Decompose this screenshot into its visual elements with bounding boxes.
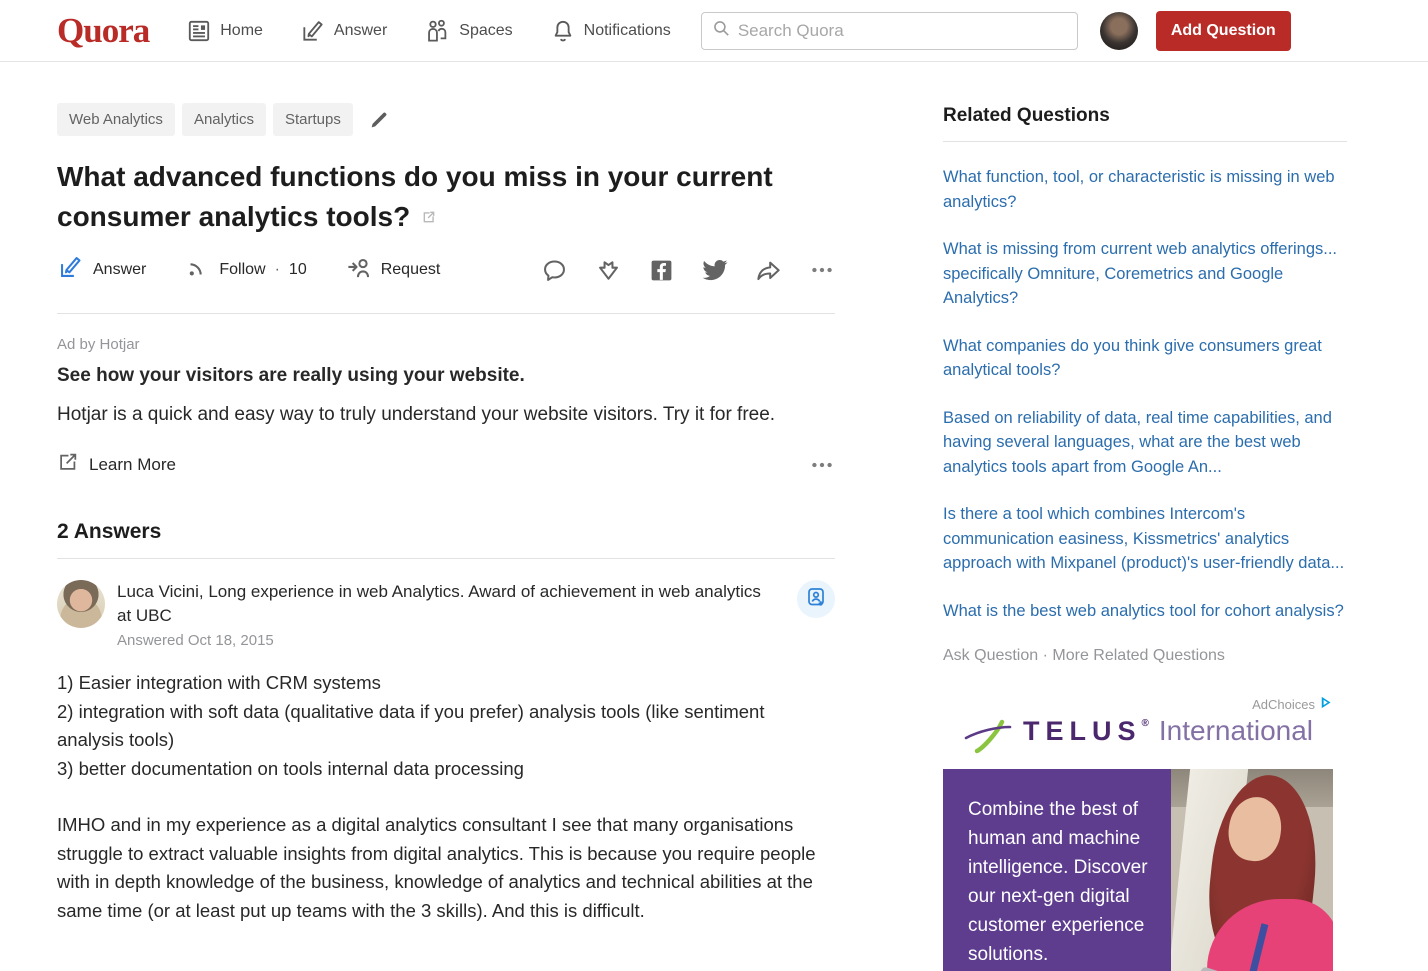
related-questions-divider	[943, 141, 1347, 142]
facebook-icon[interactable]	[649, 258, 674, 283]
more-related-questions-link[interactable]: More Related Questions	[1052, 647, 1225, 664]
answers-count-heading: 2 Answers	[57, 520, 162, 543]
question-action-row	[57, 254, 835, 286]
nav-spaces-label: Spaces	[459, 21, 513, 39]
adchoices-link[interactable]	[943, 695, 1333, 713]
ad-footer	[57, 451, 835, 478]
answer-action-label: Answer	[93, 261, 147, 278]
nav-home[interactable]	[186, 18, 263, 44]
answer-body	[57, 669, 835, 925]
spaces-icon	[424, 17, 451, 44]
follow-button[interactable]	[184, 255, 306, 286]
ad-creative-text: Combine the best of human and machine intelligence. Discover our next-gen digital customer experience solutions.	[968, 799, 1148, 965]
nav-home-label: Home	[220, 21, 263, 39]
answer-line: 3) better documentation on tools internal data processing	[57, 757, 524, 779]
learn-more-button[interactable]	[57, 451, 176, 478]
question-share-icons	[541, 257, 835, 284]
nav-notifications[interactable]	[550, 18, 671, 44]
topic-web-analytics[interactable]: Web Analytics	[57, 103, 175, 136]
telus-trademark: ®	[1141, 718, 1149, 729]
telus-logo[interactable]	[943, 715, 1333, 760]
follow-separator: ·	[274, 261, 280, 278]
main-column	[57, 62, 835, 925]
topic-startups[interactable]: Startups	[273, 103, 353, 136]
ad-creative[interactable]	[943, 769, 1333, 971]
learn-more-label: Learn More	[89, 454, 176, 474]
nav-answer[interactable]	[300, 18, 387, 44]
display-ad	[943, 695, 1333, 971]
topic-analytics[interactable]: Analytics	[182, 103, 266, 136]
bell-icon	[550, 18, 576, 44]
related-questions-heading: Related Questions	[943, 105, 1110, 126]
ad-body-text: Hotjar is a quick and easy way to truly understand your website visitors. Try it for free.	[57, 404, 776, 425]
external-link-icon	[57, 451, 79, 478]
follow-count: 10	[288, 261, 307, 278]
ad-more-options	[809, 452, 835, 478]
nav-answer-label: Answer	[333, 21, 388, 39]
downvote-icon[interactable]	[595, 257, 622, 284]
related-question-link[interactable]: What is missing from current web analytics offerings... specifically Omniture, Coremetrics and Google Analytics?	[943, 240, 1338, 307]
nav-spaces[interactable]	[424, 17, 512, 44]
nav-notifications-label: Notifications	[583, 21, 671, 39]
answer-line: 1) Easier integration with CRM systems	[57, 672, 381, 693]
request-action-label: Request	[380, 261, 441, 278]
related-questions-footer	[943, 647, 1347, 665]
telus-swoosh-icon	[963, 715, 1013, 760]
answer-paragraph: IMHO and in my experience as a digital analytics consultant I see that many organisations struggle to extract valuable insights from digital analytics. This is because you require people with in depth knowledge of the business, knowledge of analytics and technical abilities at the same time (or at least put up teams with the 3 skills). And this is difficult.	[57, 814, 816, 921]
top-nav	[0, 0, 1428, 62]
search-box[interactable]	[701, 12, 1078, 50]
ad-creative-photo	[1171, 769, 1333, 971]
telus-brand-text: TELUS	[1023, 716, 1142, 746]
related-question-link[interactable]: What is the best web analytics tool for cohort analysis?	[943, 601, 1344, 620]
answer-header	[57, 580, 835, 649]
twitter-icon[interactable]	[701, 257, 728, 284]
answer-action-pencil-icon	[57, 254, 84, 286]
ad-headline[interactable]: See how your visitors are really using your website.	[57, 365, 525, 386]
follow-feed-icon	[184, 255, 210, 286]
search-icon	[712, 19, 731, 43]
adchoices-icon	[1318, 695, 1333, 713]
answer-author-credential: , Long experience in web Analytics. Award of achievement in web analytics at UBC	[117, 582, 761, 625]
share-icon[interactable]	[755, 257, 782, 284]
quora-logo[interactable]: Quora	[57, 11, 150, 50]
ad-byline: Ad by Hotjar	[57, 336, 140, 353]
follow-author-button[interactable]	[797, 580, 835, 618]
sidebar	[943, 62, 1347, 971]
person-add-icon	[804, 585, 828, 614]
more-options-icon[interactable]	[809, 257, 835, 283]
telus-international-text: International	[1158, 715, 1313, 746]
telus-wordmark	[1023, 716, 1149, 747]
adchoices-label: AdChoices	[1252, 696, 1315, 712]
answer-author-line	[117, 580, 767, 628]
ask-question-link[interactable]: Ask Question	[943, 647, 1039, 664]
request-button[interactable]	[345, 254, 441, 286]
more-options-icon[interactable]	[809, 452, 835, 478]
answer-button[interactable]	[57, 254, 146, 286]
answer-author-avatar[interactable]	[57, 580, 105, 628]
add-question-button[interactable]: Add Question	[1156, 11, 1291, 51]
home-icon	[186, 18, 212, 44]
external-link-icon[interactable]	[414, 199, 436, 230]
related-question-link[interactable]: What function, tool, or characteristic is missing in web analytics?	[943, 168, 1335, 211]
search-input[interactable]	[738, 21, 1067, 41]
answer-line: 2) integration with soft data (qualitative data if you prefer) analysis tools (like sentiment analysis tools)	[57, 700, 765, 750]
answer-author-name[interactable]: Luca Vicini	[117, 582, 199, 601]
request-person-icon	[345, 254, 372, 286]
page-body	[0, 62, 1428, 971]
edit-topics-pencil-icon[interactable]	[368, 109, 390, 131]
answer-pencil-icon	[300, 18, 326, 44]
question-title	[57, 158, 837, 236]
follow-action-label: Follow	[219, 261, 266, 278]
related-question-link[interactable]: Based on reliability of data, real time capabilities, and having several languages, what are the best web analytics tools apart from Google An...	[943, 408, 1332, 476]
promoted-ad	[57, 336, 835, 478]
related-question-link[interactable]: What companies do you think give consumers great analytical tools?	[943, 336, 1322, 379]
topic-tags	[57, 103, 835, 136]
comment-icon[interactable]	[541, 257, 568, 284]
question-title-text: What advanced functions do you miss in your current consumer analytics tools?	[57, 161, 773, 232]
answer-timestamp[interactable]: Answered Oct 18, 2015	[117, 632, 274, 649]
answer-author-info	[117, 580, 767, 649]
related-question-link[interactable]: Is there a tool which combines Intercom's communication easiness, Kissmetrics' analytics approach with Mixpanel (product)'s user-friendly data...	[943, 505, 1345, 572]
answers-divider	[57, 558, 835, 559]
user-avatar[interactable]	[1100, 12, 1138, 50]
footer-separator: ·	[1042, 647, 1048, 664]
question-divider	[57, 313, 835, 314]
